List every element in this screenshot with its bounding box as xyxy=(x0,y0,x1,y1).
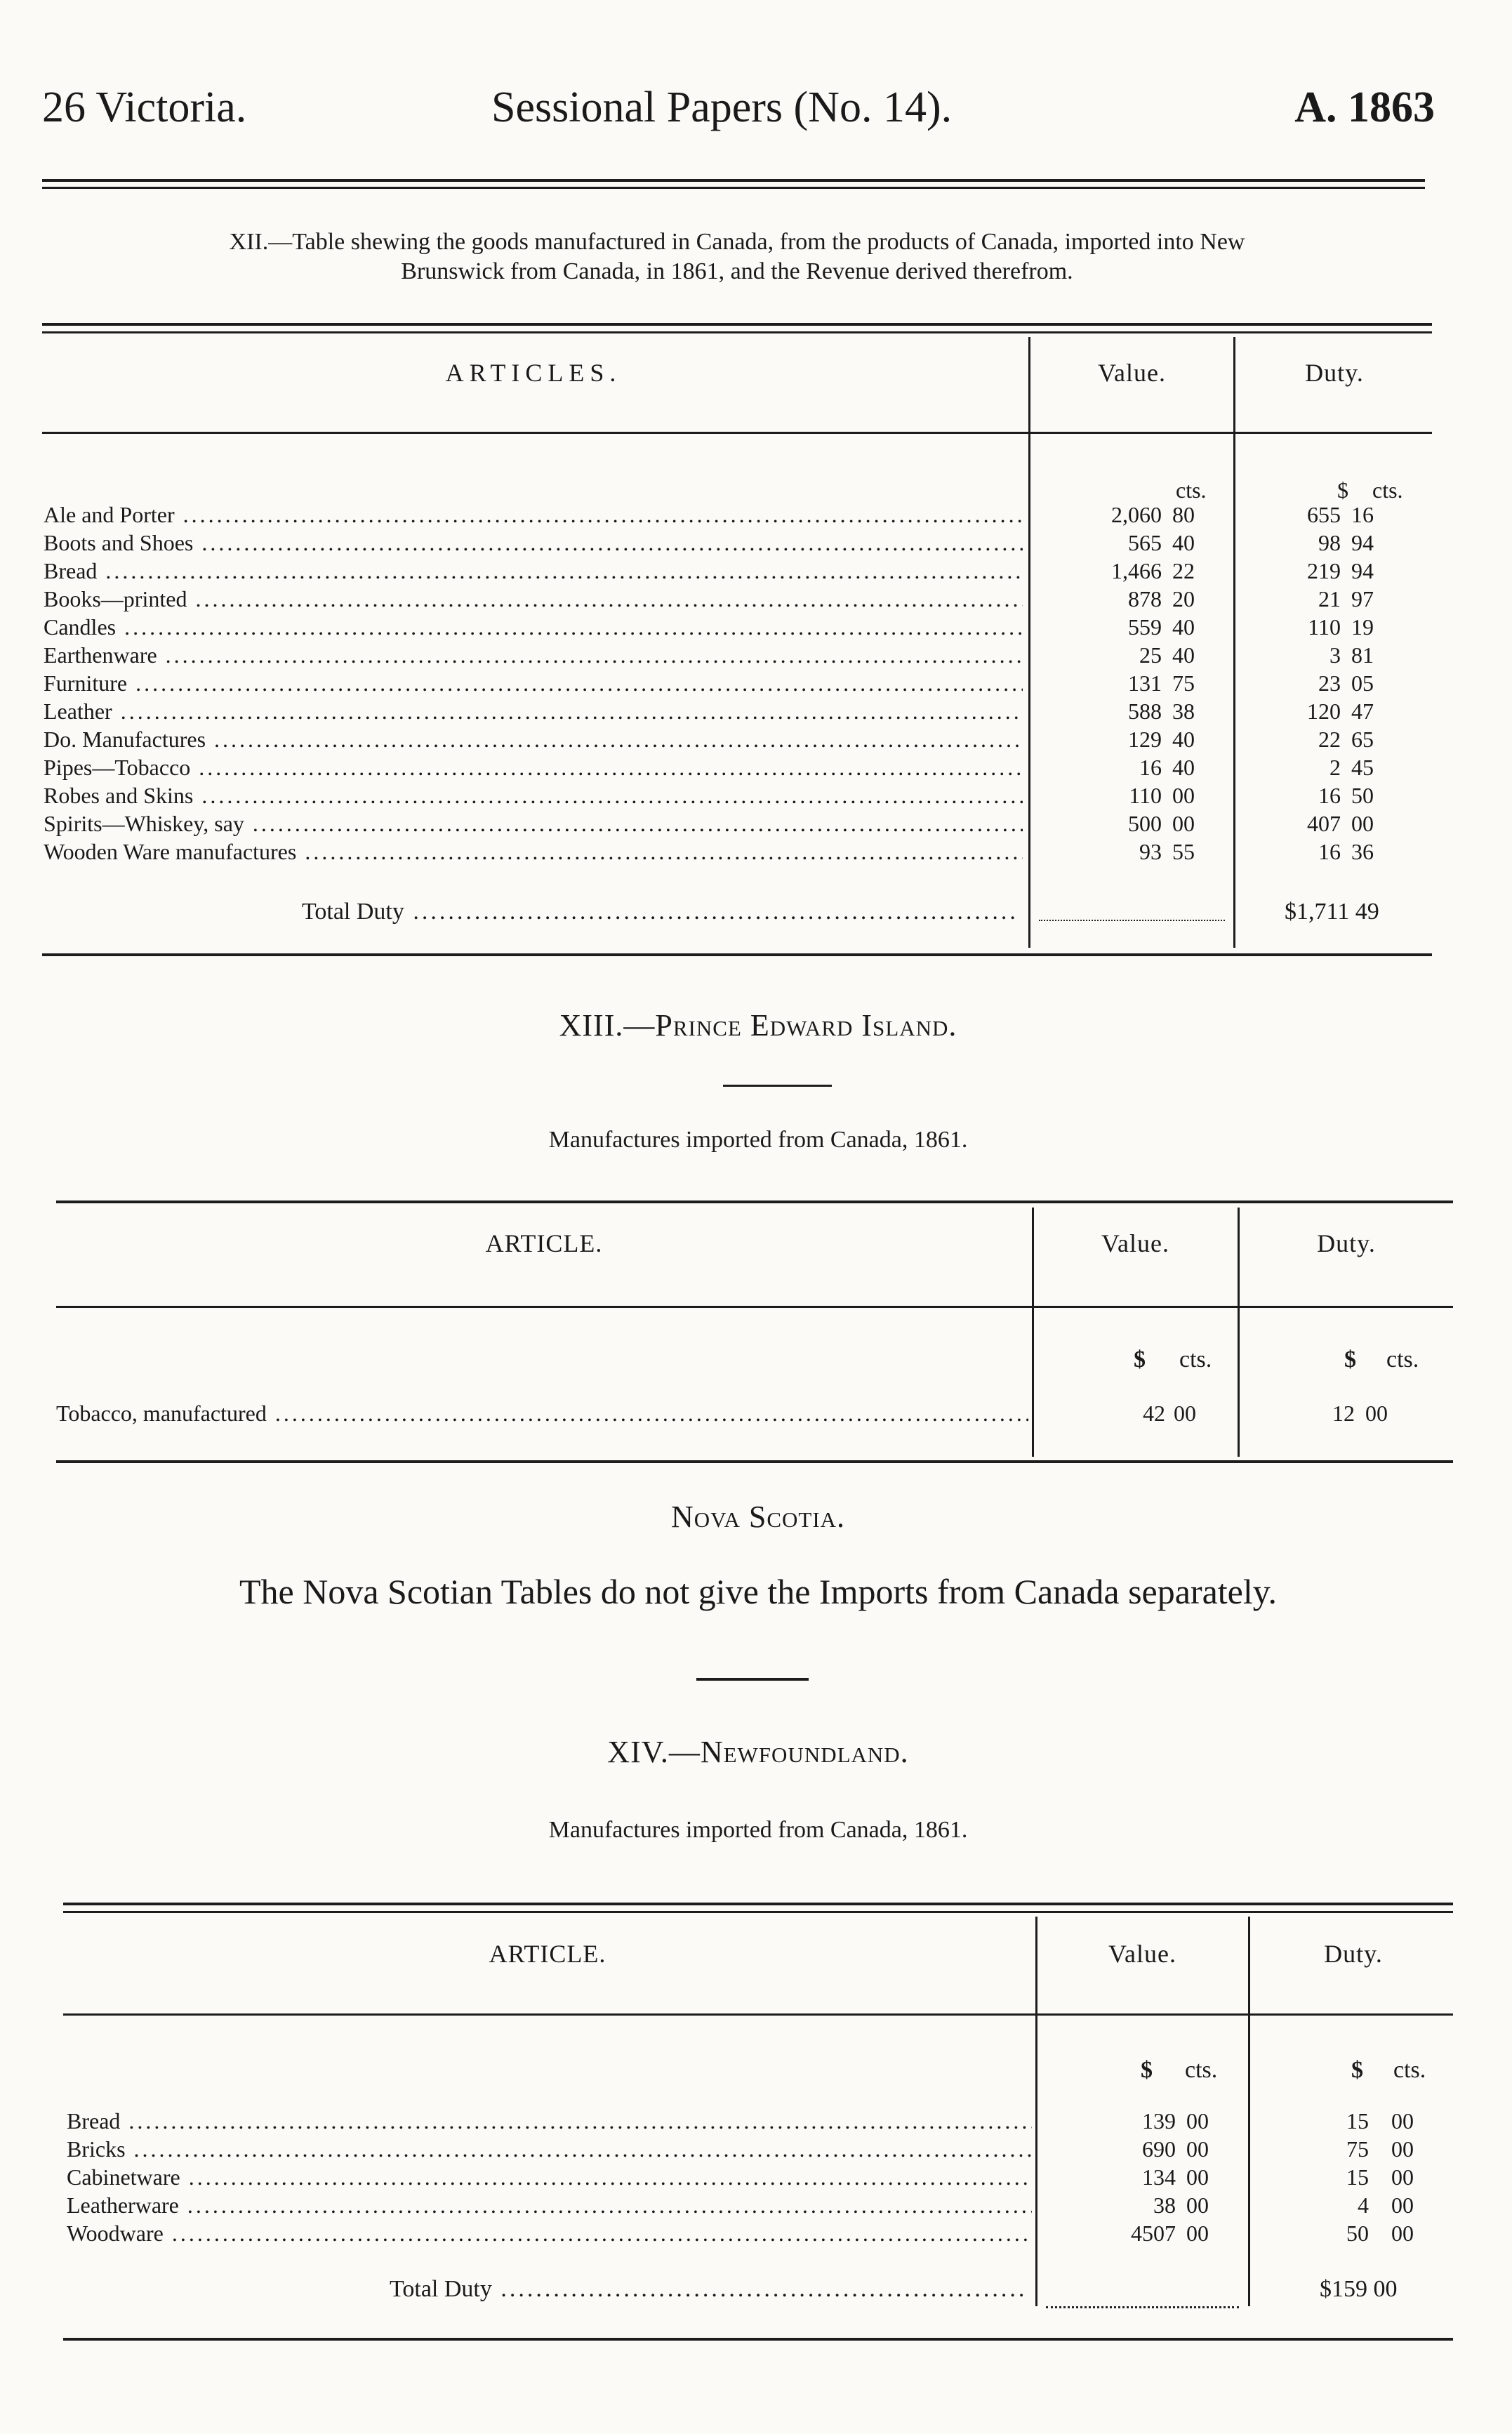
table13-value-unit-dollar: $ xyxy=(1134,1347,1146,1373)
duty-cents-cell: 16 xyxy=(1351,502,1374,527)
article-cell: Do. Manufactures ..... xyxy=(44,727,1023,753)
value-dollars-cell: 16 xyxy=(1139,755,1162,780)
article-cell: Tobacco, manufactured ..... xyxy=(56,1401,1028,1427)
value-dollars-cell: 565 xyxy=(1128,530,1162,555)
header-left: 26 Victoria. xyxy=(42,84,247,131)
duty-dollars-cell: 22 xyxy=(1318,727,1341,752)
duty-dollars-cell: 12 xyxy=(1332,1401,1355,1426)
article-cell: Furniture ..... xyxy=(44,670,1023,696)
table12-row xyxy=(0,811,1512,839)
duty-dollars-cell: 15 xyxy=(1346,2164,1369,2190)
table13-duty-unit-dollar: $ xyxy=(1344,1347,1356,1373)
article-cell: Robes and Skins ..... xyxy=(44,783,1023,809)
duty-dollars-cell: 219 xyxy=(1307,558,1341,583)
value-cents-cell: 40 xyxy=(1172,614,1195,640)
duty-dollars-cell: 110 xyxy=(1308,614,1341,640)
table12-row xyxy=(0,727,1512,755)
value-cents-cell: 20 xyxy=(1172,586,1195,611)
value-cents-cell: 40 xyxy=(1172,642,1195,668)
value-cents-cell: 00 xyxy=(1186,2136,1209,2162)
header-center: Sessional Papers (No. 14). xyxy=(491,84,953,131)
table14-bottom-rule xyxy=(63,2338,1453,2341)
table14-top-rule-2 xyxy=(63,1911,1453,1913)
value-cents-cell: 00 xyxy=(1172,811,1195,836)
table13-head-rule xyxy=(56,1306,1453,1308)
table12-duty-unit-dollar: $ xyxy=(1337,477,1348,503)
nova-scotia-title: Nova Scotia. xyxy=(670,1500,846,1534)
table13-value-unit-cts: cts. xyxy=(1179,1347,1212,1373)
value-dollars-cell: 500 xyxy=(1128,811,1162,836)
value-dollars-cell: 2,060 xyxy=(1111,502,1162,527)
table12-head-rule xyxy=(42,432,1432,434)
value-cents-cell: 00 xyxy=(1186,2192,1209,2218)
table13-title-underline xyxy=(723,1085,832,1087)
value-dollars-cell: 110 xyxy=(1129,783,1162,808)
value-dollars-cell: 1,466 xyxy=(1111,558,1162,583)
nova-scotia-note: The Nova Scotian Tables do not give the Imports from Canada separately. xyxy=(239,1572,1278,1611)
table14-total-dots xyxy=(1046,2306,1239,2308)
duty-cents-cell: 00 xyxy=(1391,2192,1414,2218)
duty-cents-cell: 00 xyxy=(1351,811,1374,836)
table14-col-duty: Duty. xyxy=(1324,1940,1383,1968)
article-cell: Candles ..... xyxy=(44,614,1023,640)
value-dollars-cell: 131 xyxy=(1128,670,1162,696)
duty-cents-cell: 36 xyxy=(1351,839,1374,864)
article-cell: Leatherware ..... xyxy=(67,2192,1032,2218)
table12-col-value: Value. xyxy=(1098,359,1166,387)
nova-scotia-divider xyxy=(696,1678,809,1681)
table14-duty-unit-dollar: $ xyxy=(1351,2057,1363,2083)
duty-dollars-cell: 407 xyxy=(1307,811,1341,836)
value-cents-cell: 80 xyxy=(1172,502,1195,527)
value-dollars-cell: 129 xyxy=(1128,727,1162,752)
value-dollars-cell: 690 xyxy=(1142,2136,1176,2162)
article-cell: Wooden Ware manufactures ..... xyxy=(44,839,1023,865)
table14-value-unit-dollar: $ xyxy=(1141,2057,1153,2083)
table14-top-rule xyxy=(63,1903,1453,1905)
value-cents-cell: 40 xyxy=(1172,755,1195,780)
value-cents-cell: 00 xyxy=(1186,2108,1209,2134)
table14-total-label: Total Duty ..... xyxy=(390,2276,1028,2303)
article-cell: Bread ..... xyxy=(67,2108,1032,2134)
value-dollars-cell: 25 xyxy=(1139,642,1162,668)
table12-duty-unit-cts: cts. xyxy=(1372,477,1403,503)
table14-subtitle: Manufactures imported from Canada, 1861. xyxy=(548,1817,968,1843)
table14-row xyxy=(0,2164,1512,2192)
duty-cents-cell: 94 xyxy=(1351,558,1374,583)
table12-top-rule xyxy=(42,323,1432,326)
duty-dollars-cell: 21 xyxy=(1318,586,1341,611)
header-right: A. 1863 xyxy=(1294,84,1435,131)
article-cell: Boots and Shoes ..... xyxy=(44,530,1023,556)
duty-dollars-cell: 655 xyxy=(1307,502,1341,527)
header-rule-2 xyxy=(42,187,1425,189)
value-cents-cell: 40 xyxy=(1172,530,1195,555)
duty-cents-cell: 05 xyxy=(1351,670,1374,696)
duty-dollars-cell: 2 xyxy=(1329,755,1341,780)
duty-dollars-cell: 120 xyxy=(1307,699,1341,724)
table12-row xyxy=(0,839,1512,867)
table12-row xyxy=(0,558,1512,586)
duty-dollars-cell: 16 xyxy=(1318,783,1341,808)
table12-caption: XII.—Table shewing the goods manufactured in Canada, from the products of Canada, imported into New Brunswick from Canada, in 1861, and the Revenue derived therefrom. xyxy=(229,229,1245,284)
table14-total-row xyxy=(390,2276,1028,2303)
value-dollars-cell: 588 xyxy=(1128,699,1162,724)
table14-col-value: Value. xyxy=(1108,1940,1176,1968)
duty-cents-cell: 00 xyxy=(1391,2221,1414,2246)
table13-top-rule xyxy=(56,1201,1453,1203)
article-cell: Leather ..... xyxy=(44,699,1023,725)
value-dollars-cell: 38 xyxy=(1153,2192,1176,2218)
value-cents-cell: 00 xyxy=(1172,783,1195,808)
table13-col-article: ARTICLE. xyxy=(485,1229,603,1257)
duty-cents-cell: 19 xyxy=(1351,614,1374,640)
duty-dollars-cell: 16 xyxy=(1318,839,1341,864)
value-cents-cell: 40 xyxy=(1172,727,1195,752)
table12-col-articles: ARTICLES. xyxy=(445,359,622,387)
article-cell: Spirits—Whiskey, say ..... xyxy=(44,811,1023,837)
table14-head-rule xyxy=(63,2013,1453,2016)
duty-cents-cell: 97 xyxy=(1351,586,1374,611)
table14-col-article: ARTICLE. xyxy=(489,1940,606,1968)
duty-cents-cell: 81 xyxy=(1351,642,1374,668)
table12-total-row xyxy=(302,899,1021,925)
table13-col-value: Value. xyxy=(1101,1229,1169,1257)
table12-row xyxy=(0,614,1512,642)
value-dollars-cell: 139 xyxy=(1142,2108,1176,2134)
article-cell: Woodware ..... xyxy=(67,2221,1032,2247)
duty-cents-cell: 00 xyxy=(1391,2108,1414,2134)
table14-value-unit-cts: cts. xyxy=(1185,2057,1218,2083)
duty-cents-cell: 00 xyxy=(1365,1401,1388,1426)
value-cents-cell: 00 xyxy=(1174,1401,1196,1426)
table12-top-rule-2 xyxy=(42,331,1432,333)
table13-col-duty: Duty. xyxy=(1317,1229,1376,1257)
table13-row xyxy=(0,1401,1512,1429)
table12-row xyxy=(0,586,1512,614)
duty-cents-cell: 65 xyxy=(1351,727,1374,752)
duty-cents-cell: 47 xyxy=(1351,699,1374,724)
table12-total-value: $1,711 49 xyxy=(1285,899,1379,925)
article-cell: Books—printed ..... xyxy=(44,586,1023,612)
value-cents-cell: 00 xyxy=(1186,2221,1209,2246)
duty-dollars-cell: 23 xyxy=(1318,670,1341,696)
duty-dollars-cell: 15 xyxy=(1346,2108,1369,2134)
table14-row xyxy=(0,2221,1512,2249)
table13-bottom-rule xyxy=(56,1460,1453,1463)
table14-row xyxy=(0,2108,1512,2136)
duty-dollars-cell: 98 xyxy=(1318,530,1341,555)
article-cell: Ale and Porter ..... xyxy=(44,502,1023,528)
table13-subtitle: Manufactures imported from Canada, 1861. xyxy=(548,1127,968,1153)
value-dollars-cell: 134 xyxy=(1142,2164,1176,2190)
table12-row xyxy=(0,755,1512,783)
table14-row xyxy=(0,2136,1512,2164)
duty-dollars-cell: 4 xyxy=(1358,2192,1369,2218)
table13-duty-unit-cts: cts. xyxy=(1386,1347,1419,1373)
duty-dollars-cell: 50 xyxy=(1346,2221,1369,2246)
table12-value-unit: cts. xyxy=(1176,477,1207,503)
table12-bottom-rule xyxy=(42,953,1432,956)
value-dollars-cell: 4507 xyxy=(1131,2221,1176,2246)
table12-row xyxy=(0,783,1512,811)
duty-dollars-cell: 75 xyxy=(1346,2136,1369,2162)
article-cell: Earthenware ..... xyxy=(44,642,1023,668)
table12-total-dots xyxy=(1039,920,1225,923)
table12-total-label: Total Duty ..... xyxy=(302,899,1018,925)
value-dollars-cell: 559 xyxy=(1128,614,1162,640)
article-cell: Cabinetware ..... xyxy=(67,2164,1032,2190)
table12-row xyxy=(0,642,1512,670)
table14-total-value: $159 00 xyxy=(1320,2276,1398,2302)
article-cell: Pipes—Tobacco ..... xyxy=(44,755,1023,781)
duty-cents-cell: 45 xyxy=(1351,755,1374,780)
table14-row xyxy=(0,2192,1512,2221)
value-cents-cell: 55 xyxy=(1172,839,1195,864)
table14-title: XIV.—Newfoundland. xyxy=(607,1735,909,1769)
article-cell: Bricks ..... xyxy=(67,2136,1032,2162)
value-cents-cell: 75 xyxy=(1172,670,1195,696)
duty-cents-cell: 00 xyxy=(1391,2164,1414,2190)
duty-cents-cell: 50 xyxy=(1351,783,1374,808)
value-cents-cell: 22 xyxy=(1172,558,1195,583)
table12-row xyxy=(0,699,1512,727)
header-rule xyxy=(42,179,1425,182)
table12-row xyxy=(0,670,1512,699)
table12-row xyxy=(0,530,1512,558)
duty-cents-cell: 94 xyxy=(1351,530,1374,555)
duty-dollars-cell: 3 xyxy=(1329,642,1341,668)
value-cents-cell: 38 xyxy=(1172,699,1195,724)
table12-row xyxy=(0,502,1512,530)
table12-col-duty: Duty. xyxy=(1305,359,1364,387)
value-dollars-cell: 93 xyxy=(1139,839,1162,864)
table14-duty-unit-cts: cts. xyxy=(1393,2057,1426,2083)
duty-cents-cell: 00 xyxy=(1391,2136,1414,2162)
value-cents-cell: 00 xyxy=(1186,2164,1209,2190)
value-dollars-cell: 42 xyxy=(1143,1401,1165,1426)
article-cell: Bread ..... xyxy=(44,558,1023,584)
table13-title: XIII.—Prince Edward Island. xyxy=(559,1008,957,1043)
value-dollars-cell: 878 xyxy=(1128,586,1162,611)
